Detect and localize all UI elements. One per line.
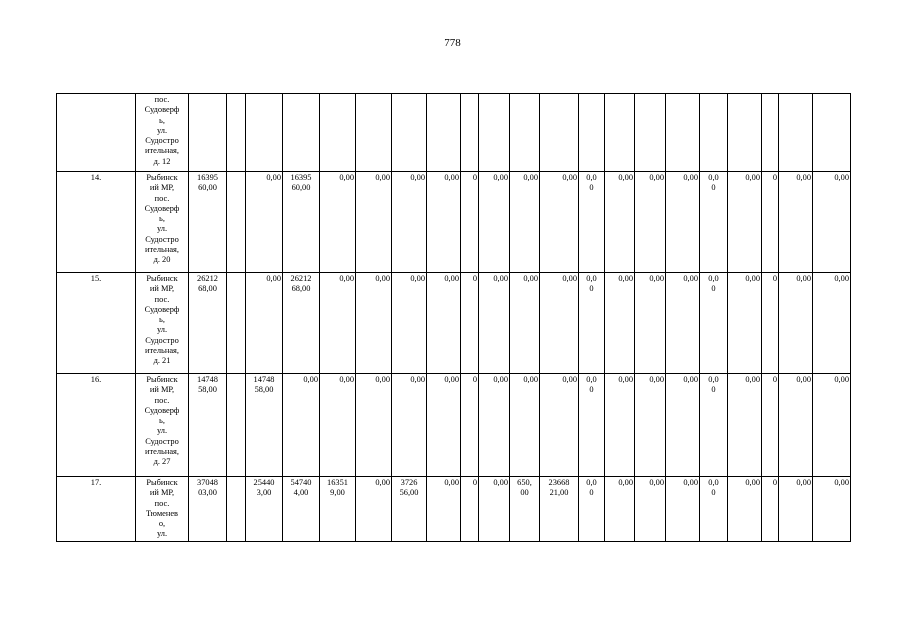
value-cell: 0,0 0 [579,172,605,273]
value-cell [666,94,700,172]
value-cell: 16351 9,00 [320,477,356,542]
value-cell [540,94,579,172]
row-number-cell: 14. [57,172,136,273]
value-cell: 0,00 [320,172,356,273]
value-cell: 0 [762,374,779,477]
value-cell: 0,00 [813,273,851,374]
value-cell [227,477,246,542]
address-line: Рыбинск [146,375,178,384]
value-cell: 0,0 0 [700,172,728,273]
value-cell: 0,00 [813,477,851,542]
value-cell: 3726 56,00 [392,477,427,542]
address-line: д. 12 [153,156,171,166]
value-cell: 0,00 [635,374,666,477]
value-cell: 14748 58,00 [189,374,227,477]
value-cell [779,94,813,172]
value-cell: 0,00 [666,374,700,477]
value-cell: 0,00 [427,374,461,477]
data-table [56,93,851,542]
address-line: пос. [154,395,170,405]
address-line: ь, [159,416,165,426]
value-cell: 0,00 [728,477,762,542]
value-cell [227,273,246,374]
value-cell: 0 [461,477,479,542]
value-cell [320,94,356,172]
address-line: ул. [156,224,168,234]
value-cell: 0,00 [728,172,762,273]
value-cell [479,94,510,172]
row-number-cell: 17. [57,477,136,542]
address-line: ь, [159,214,165,224]
address-line: ь, [159,115,165,125]
value-cell [700,94,728,172]
value-cell: 0,00 [246,172,283,273]
address-line: ий МР, [149,284,175,294]
address-line: Судостро [145,234,179,244]
value-cell: 0,00 [728,273,762,374]
value-cell: 0,00 [356,172,392,273]
value-cell: 0,0 0 [579,477,605,542]
address-cell [136,477,189,542]
value-cell: 0,00 [479,477,510,542]
value-cell: 0 [461,374,479,477]
address-line: Рыбинск [146,478,178,487]
value-cell: 0,0 0 [700,477,728,542]
address-line: Рыбинск [146,274,178,283]
value-cell: 0,00 [605,477,635,542]
value-cell: 0,00 [779,374,813,477]
address-line: Судоверф [144,203,180,213]
value-cell: 37048 03,00 [189,477,227,542]
table-row [57,172,851,273]
value-cell: 0,00 [666,172,700,273]
value-cell: 650, 00 [510,477,540,542]
address-line: Судоверф [144,304,180,314]
address-line: Судоверф [144,105,180,115]
value-cell: 25440 3,00 [246,477,283,542]
value-cell [356,94,392,172]
value-cell: 0,00 [392,172,427,273]
value-cell: 0,00 [540,172,579,273]
value-cell: 0,0 0 [700,273,728,374]
value-cell: 0,00 [479,172,510,273]
value-cell [579,94,605,172]
value-cell [728,94,762,172]
value-cell: 0,00 [605,273,635,374]
address-line: д. 20 [153,255,171,265]
address-line: Судоверф [144,405,180,415]
value-cell [510,94,540,172]
value-cell: 0,00 [635,273,666,374]
value-cell: 0,00 [510,374,540,477]
address-line: Судостро [145,136,179,146]
address-line: пос. [154,95,170,104]
value-cell: 0 [461,172,479,273]
value-cell [227,94,246,172]
page-number: 778 [444,37,461,49]
address-line: ул. [156,529,168,539]
value-cell: 14748 58,00 [246,374,283,477]
value-cell: 0,00 [666,273,700,374]
value-cell [762,94,779,172]
value-cell: 54740 4,00 [283,477,320,542]
value-cell: 0,00 [356,477,392,542]
address-line: д. 27 [153,457,171,467]
address-line: ул. [156,426,168,436]
address-line: Рыбинск [146,173,178,182]
address-cell [136,94,189,172]
value-cell [283,94,320,172]
value-cell: 0,00 [427,273,461,374]
address-line: д. 21 [153,356,171,366]
address-line: о, [158,519,166,529]
address-cell [136,273,189,374]
value-cell: 0,00 [320,273,356,374]
value-cell: 0,00 [779,172,813,273]
table-body [57,94,851,542]
value-cell [605,94,635,172]
value-cell: 23668 21,00 [540,477,579,542]
value-cell: 0 [762,273,779,374]
value-cell: 0,00 [605,374,635,477]
address-line: ительная, [144,447,179,457]
address-line: Тюменев [145,508,178,518]
table-row [57,94,851,172]
row-number-cell: 15. [57,273,136,374]
data-table-wrapper [56,93,851,542]
value-cell: 0,00 [246,273,283,374]
value-cell: 0,00 [605,172,635,273]
value-cell: 26212 68,00 [283,273,320,374]
address-line: ительная, [144,245,179,255]
value-cell [189,94,227,172]
address-line: ительная, [144,146,179,156]
value-cell: 0,00 [427,172,461,273]
row-number-cell: 16. [57,374,136,477]
value-cell: 0,00 [510,273,540,374]
value-cell: 0,00 [666,477,700,542]
value-cell [427,94,461,172]
address-line: пос. [154,294,170,304]
value-cell: 0 [461,273,479,374]
table-row [57,374,851,477]
value-cell: 0,00 [479,374,510,477]
address-line: ий МР, [149,488,175,498]
address-line: ий МР, [149,183,175,193]
value-cell: 0,0 0 [579,273,605,374]
value-cell: 0,00 [320,374,356,477]
value-cell: 16395 60,00 [189,172,227,273]
value-cell: 0,00 [635,477,666,542]
address-line: ий МР, [149,385,175,395]
value-cell: 0 [762,477,779,542]
address-line: Судостро [145,436,179,446]
value-cell [813,94,851,172]
value-cell: 0,00 [540,273,579,374]
value-cell: 0,0 0 [700,374,728,477]
value-cell: 0,00 [392,374,427,477]
address-line: ительная, [144,346,179,356]
value-cell: 0,00 [779,477,813,542]
value-cell: 26212 68,00 [189,273,227,374]
value-cell: 0,00 [779,273,813,374]
value-cell: 0,00 [356,374,392,477]
value-cell [227,374,246,477]
address-line: пос. [154,193,170,203]
value-cell: 0 [762,172,779,273]
value-cell: 0,00 [635,172,666,273]
value-cell [635,94,666,172]
value-cell: 0,00 [813,172,851,273]
value-cell: 0,00 [427,477,461,542]
table-row [57,477,851,542]
value-cell: 0,00 [283,374,320,477]
value-cell: 0,00 [510,172,540,273]
value-cell: 0,00 [813,374,851,477]
value-cell: 0,0 0 [579,374,605,477]
value-cell [461,94,479,172]
value-cell: 16395 60,00 [283,172,320,273]
value-cell: 0,00 [392,273,427,374]
value-cell: 0,00 [479,273,510,374]
table-row [57,273,851,374]
address-cell [136,172,189,273]
address-line: пос. [154,498,170,508]
value-cell [227,172,246,273]
address-line: Судостро [145,335,179,345]
value-cell: 0,00 [728,374,762,477]
address-cell [136,374,189,477]
value-cell: 0,00 [356,273,392,374]
value-cell: 0,00 [540,374,579,477]
value-cell [246,94,283,172]
value-cell [392,94,427,172]
address-line: ул. [156,125,168,135]
address-line: ь, [159,315,165,325]
address-line: ул. [156,325,168,335]
row-number-cell [57,94,136,172]
